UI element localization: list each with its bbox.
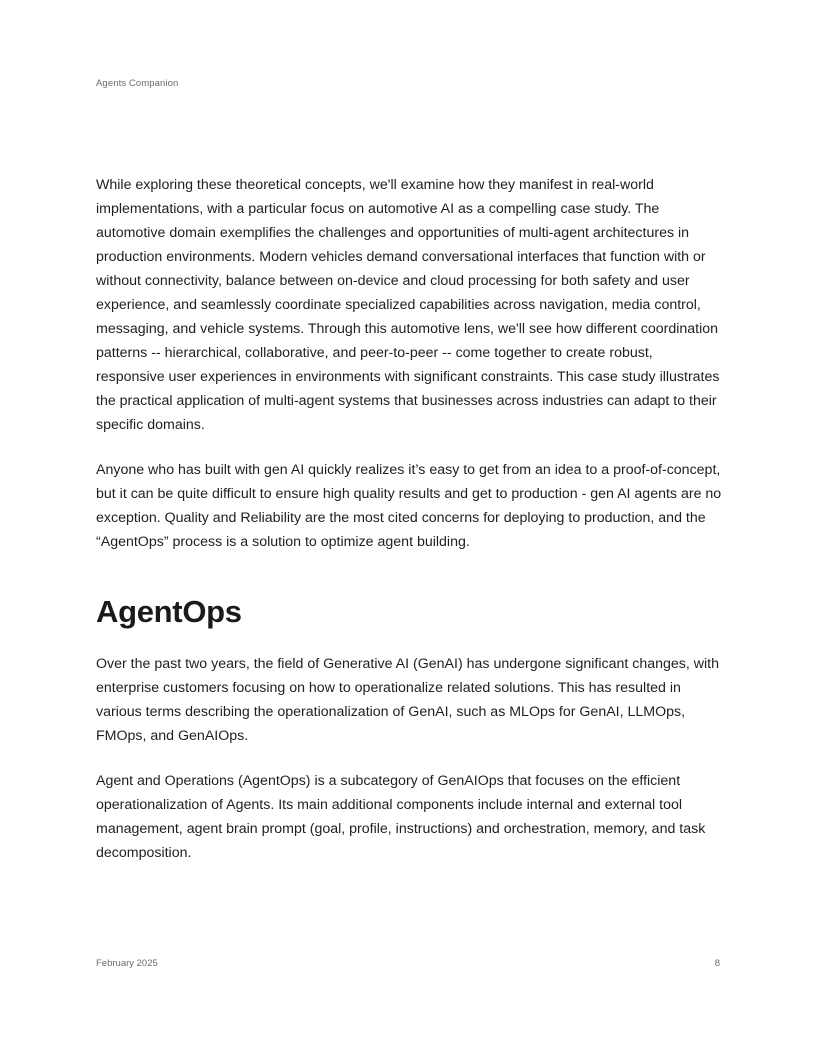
section-paragraph-1: Over the past two years, the field of Generative AI (GenAI) has undergone significant changes, with enterprise customers focusing on how to operationalize related solutions. This has resulted in various terms describing the operationalization of GenAI, such as MLOps for GenAI, LLMOps, FMOps, and GenAIOps. xyxy=(96,656,720,744)
page-number: 8 xyxy=(714,958,720,969)
section-paragraph-2: Agent and Operations (AgentOps) is a subcategory of GenAIOps that focuses on the efficient operationalization of Agents. Its main additional components include internal and external tool management, agent brain prompt (goal, profile, instructions) and orchestration, memory, and task decomposition. xyxy=(96,773,706,861)
page-content xyxy=(96,173,724,886)
section-heading-agentops: AgentOps xyxy=(96,594,242,629)
intro-paragraph-2: Anyone who has built with gen AI quickly realizes it’s easy to get from an idea to a proof-of-concept, but it can be quite difficult to ensure high quality results and get to production - gen AI agents are no exception. Quality and Reliability are the most cited concerns for deploying to production, and the “AgentOps” process is a solution to optimize agent building. xyxy=(96,462,722,550)
footer-date: February 2025 xyxy=(96,958,158,969)
intro-paragraph-1: While exploring these theoretical concepts, we'll examine how they manifest in real-world implementations, with a particular focus on automotive AI as a compelling case study. The automotive domain exemplifies the challenges and opportunities of multi-agent architectures in production environments. Modern vehicles demand conversational interfaces that function with or without connectivity, balance between on-device and cloud processing for both safety and user experience, and seamlessly coordinate specialized capabilities across navigation, media control, messaging, and vehicle systems. Through this automotive lens, we'll see how different coordination patterns -- hierarchical, collaborative, and peer-to-peer -- come together to create robust, responsive user experiences in environments with significant constraints. This case study illustrates the practical application of multi-agent systems that businesses across industries can adapt to their specific domains. xyxy=(96,177,720,433)
running-header: Agents Companion xyxy=(96,78,179,89)
